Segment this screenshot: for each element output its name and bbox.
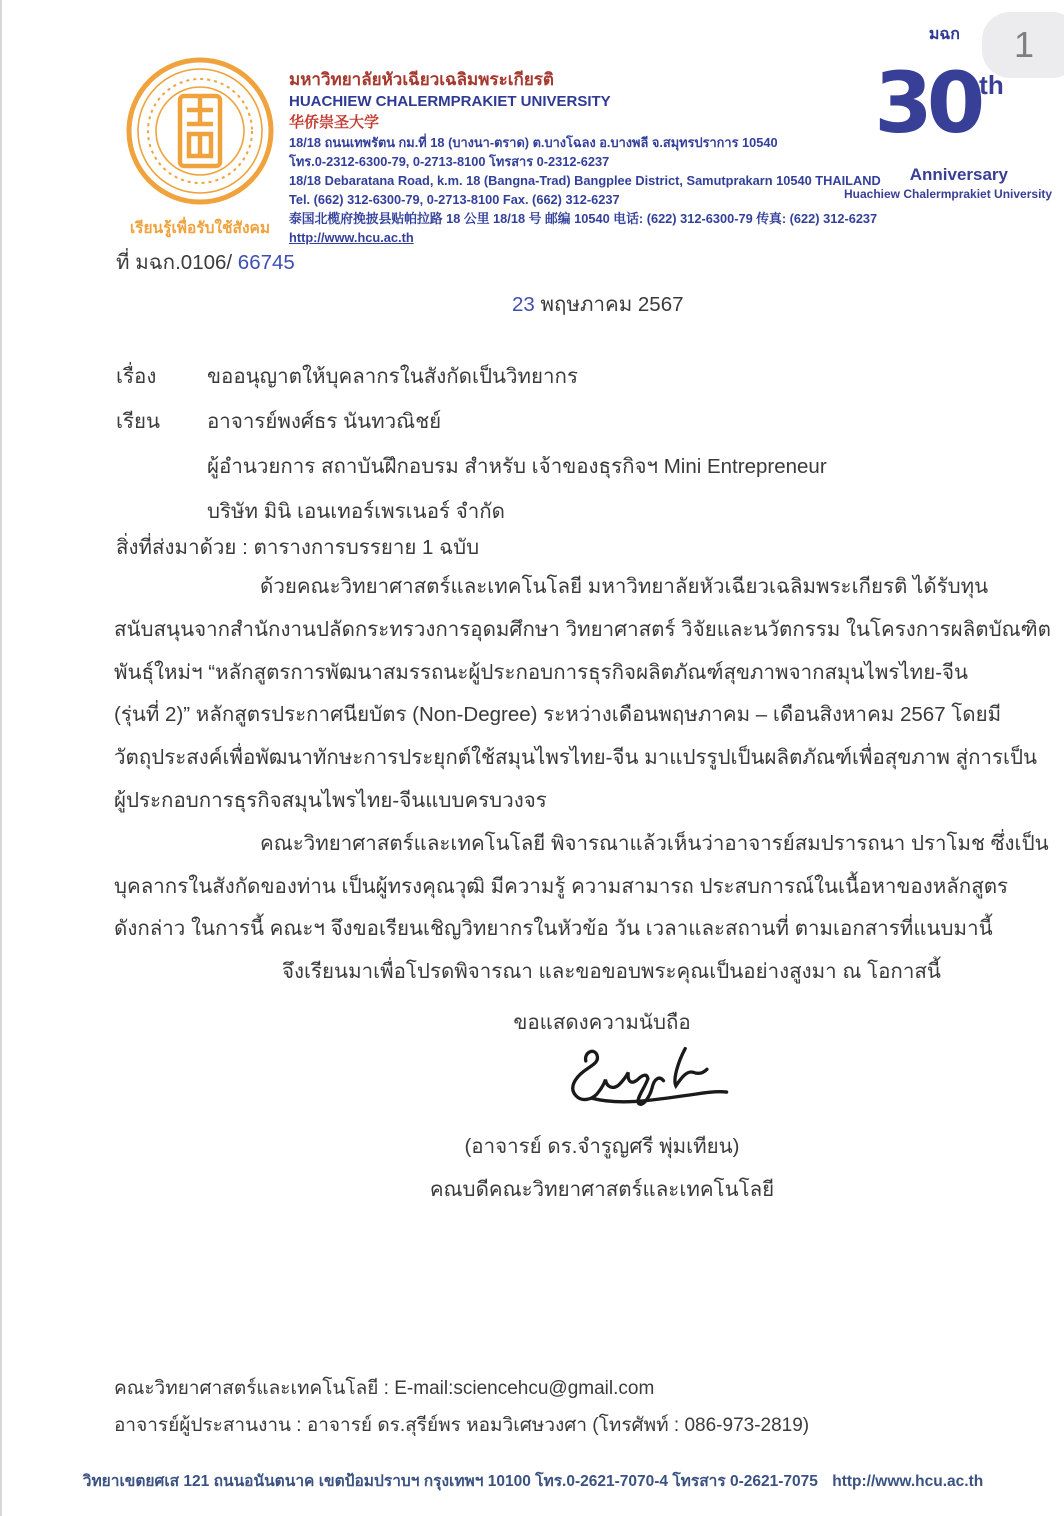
anniversary-logo <box>844 50 1053 201</box>
body-line: จึงเรียนมาเพื่อโปรดพิจารณา และขอขอบพระคุณเป็นอย่างสูงมา ณ โอกาสนี้ <box>282 960 941 984</box>
phone-en: Tel. (662) 312-6300-79, 0-2713-8100 Fax. (662) 312-6237 <box>289 192 620 207</box>
address-th: 18/18 ถนนเทพรัตน กม.ที่ 18 (บางนา-ตราด) ต.บางโฉลง อ.บางพลี จ.สมุทรปราการ 10540 <box>289 135 778 150</box>
phone-th: โทร.0-2312-6300-79, 0-2713-8100 โทรสาร 0-2312-6237 <box>289 154 610 169</box>
recipient-label: เรียน <box>116 410 161 433</box>
contact-email-line: คณะวิทยาศาสตร์และเทคโนโลยี : E-mail:sciencehcu@gmail.com <box>114 1378 655 1399</box>
date-day: 23 <box>512 293 535 316</box>
university-name-th: มหาวิทยาลัยหัวเฉียวเฉลิมพระเกียรติ <box>289 70 554 89</box>
reference-number: 66745 <box>237 251 295 274</box>
reference-line <box>116 246 295 279</box>
header-website-link: http://www.hcu.ac.th <box>289 230 414 245</box>
closing-phrase: ขอแสดงความนับถือ <box>513 1011 691 1034</box>
university-name-cn: 华侨崇圣大学 <box>289 114 380 131</box>
body-line: วัตถุประสงค์เพื่อพัฒนาทักษะการประยุกต์ใช้สมุนไพรไทย-จีน มาแปรรูปเป็นผลิตภัณฑ์เพื่อสุขภาพ สู่การเป็น <box>114 746 1038 770</box>
campus-footer <box>2 1468 1064 1493</box>
reference-prefix: ที่ มฉก.0106/ <box>116 251 233 274</box>
body-line: บุคลากรในสังกัดของท่าน เป็นผู้ทรงคุณวุฒิ มีความรู้ ความสามารถ ประสบการณ์ในเนื้อหาของหลักสูตร <box>114 874 1009 898</box>
attachment-line: สิ่งที่ส่งมาด้วย : ตารางการบรรยาย 1 ฉบับ <box>116 536 480 559</box>
address-en: 18/18 Debaratana Road, k.m. 18 (Bangna-Trad) Bangplee District, Samutprakarn 10540 THAILAND <box>289 173 881 188</box>
corner-label: มฉก <box>928 26 960 43</box>
date-line <box>512 288 684 321</box>
address-cn: 泰国北榄府挽披县贴帕拉路 18 公里 18/18 号 邮编 10540 电话: (622) 312-6300-79 传真: (622) 312-6237 <box>289 211 878 226</box>
body-line: พันธุ์ใหม่ฯ “หลักสูตรการพัฒนาสมรรถนะผู้ประกอบการธุรกิจผลิตภัณฑ์สุขภาพจากสมุนไพรไทย-จีน <box>114 660 969 684</box>
anniversary-label: Anniversary <box>909 165 1008 184</box>
body-line: ด้วยคณะวิทยาศาสตร์และเทคโนโลยี มหาวิทยาลัยหัวเฉียวเฉลิมพระเกียรติ ได้รับทุน <box>260 575 989 598</box>
anniversary-suffix: th <box>979 70 1004 100</box>
body-line: (รุ่นที่ 2)” หลักสูตรประกาศนียบัตร (Non-Degree) ระหว่างเดือนพฤษภาคม – เดือนสิงหาคม 2567 โดยมี <box>114 703 1002 727</box>
seal-motto: เรียนรู้เพื่อรับใช้สังคม <box>129 220 271 237</box>
signature-icon <box>550 1032 750 1125</box>
recipient-name: อาจารย์พงศ์ธร นันทวณิชย์ <box>207 410 442 433</box>
university-name-en: HUACHIEW CHALERMPRAKIET UNIVERSITY <box>289 93 611 110</box>
seal-icon <box>125 56 275 211</box>
footer-website-link: http://www.hcu.ac.th <box>832 1473 984 1490</box>
body-line: ผู้ประกอบการธุรกิจสมุนไพรไทย-จีนแบบครบวงจร <box>114 788 547 812</box>
footer-campus-text: วิทยาเขตยศเส 121 ถนนอนันตนาค เขตป้อมปราบฯ กรุงเทพฯ 10100 โทร.0-2621-7070-4 โทรสาร 0-2621-7075 <box>82 1473 818 1490</box>
body-line: คณะวิทยาศาสตร์และเทคโนโลยี พิจารณาแล้วเห็นว่าอาจารย์สมปรารถนา ปราโมช ซึ่งเป็น <box>260 831 1049 855</box>
recipient-company: บริษัท มินิ เอนเทอร์เพรเนอร์ จำกัด <box>207 500 505 523</box>
letter-body <box>114 566 1051 994</box>
body-line: สนับสนุนจากสำนักงานปลัดกระทรวงการอุดมศึกษา วิทยาศาสตร์ วิจัยและนวัตกรรม ในโครงการผลิตบัณฑิต <box>114 617 1051 641</box>
anniversary-number: 30 <box>874 54 980 152</box>
signer-title: คณบดีคณะวิทยาศาสตร์และเทคโนโลยี <box>429 1178 775 1201</box>
anniversary-university: Huachiew Chalermprakiet University <box>844 187 1053 201</box>
subject-text: ขออนุญาตให้บุคลากรในสังกัดเป็นวิทยากร <box>207 365 578 388</box>
contact-coordinator-line: อาจารย์ผู้ประสานงาน : อาจารย์ ดร.สุรีย์พร หอมวิเศษวงศา (โทรศัพท์ : 086-973-2819) <box>114 1415 810 1436</box>
university-seal <box>124 56 276 240</box>
subject-label: เรื่อง <box>116 365 157 388</box>
recipient-position: ผู้อำนวยการ สถาบันฝึกอบรม สำหรับ เจ้าของธุรกิจฯ Mini Entrepreneur <box>207 455 827 478</box>
body-line: ดังกล่าว ในการนี้ คณะฯ จึงขอเรียนเชิญวิทยากรในหัวข้อ วัน เวลาและสถานที่ ตามเอกสารที่แนบมานี้ <box>114 917 993 941</box>
signer-name: (อาจารย์ ดร.จำรูญศรี พุ่มเทียน) <box>464 1135 740 1158</box>
date-month-year: พฤษภาคม 2567 <box>540 293 684 316</box>
letterhead <box>289 68 881 247</box>
page-number: 1 <box>1013 24 1035 65</box>
